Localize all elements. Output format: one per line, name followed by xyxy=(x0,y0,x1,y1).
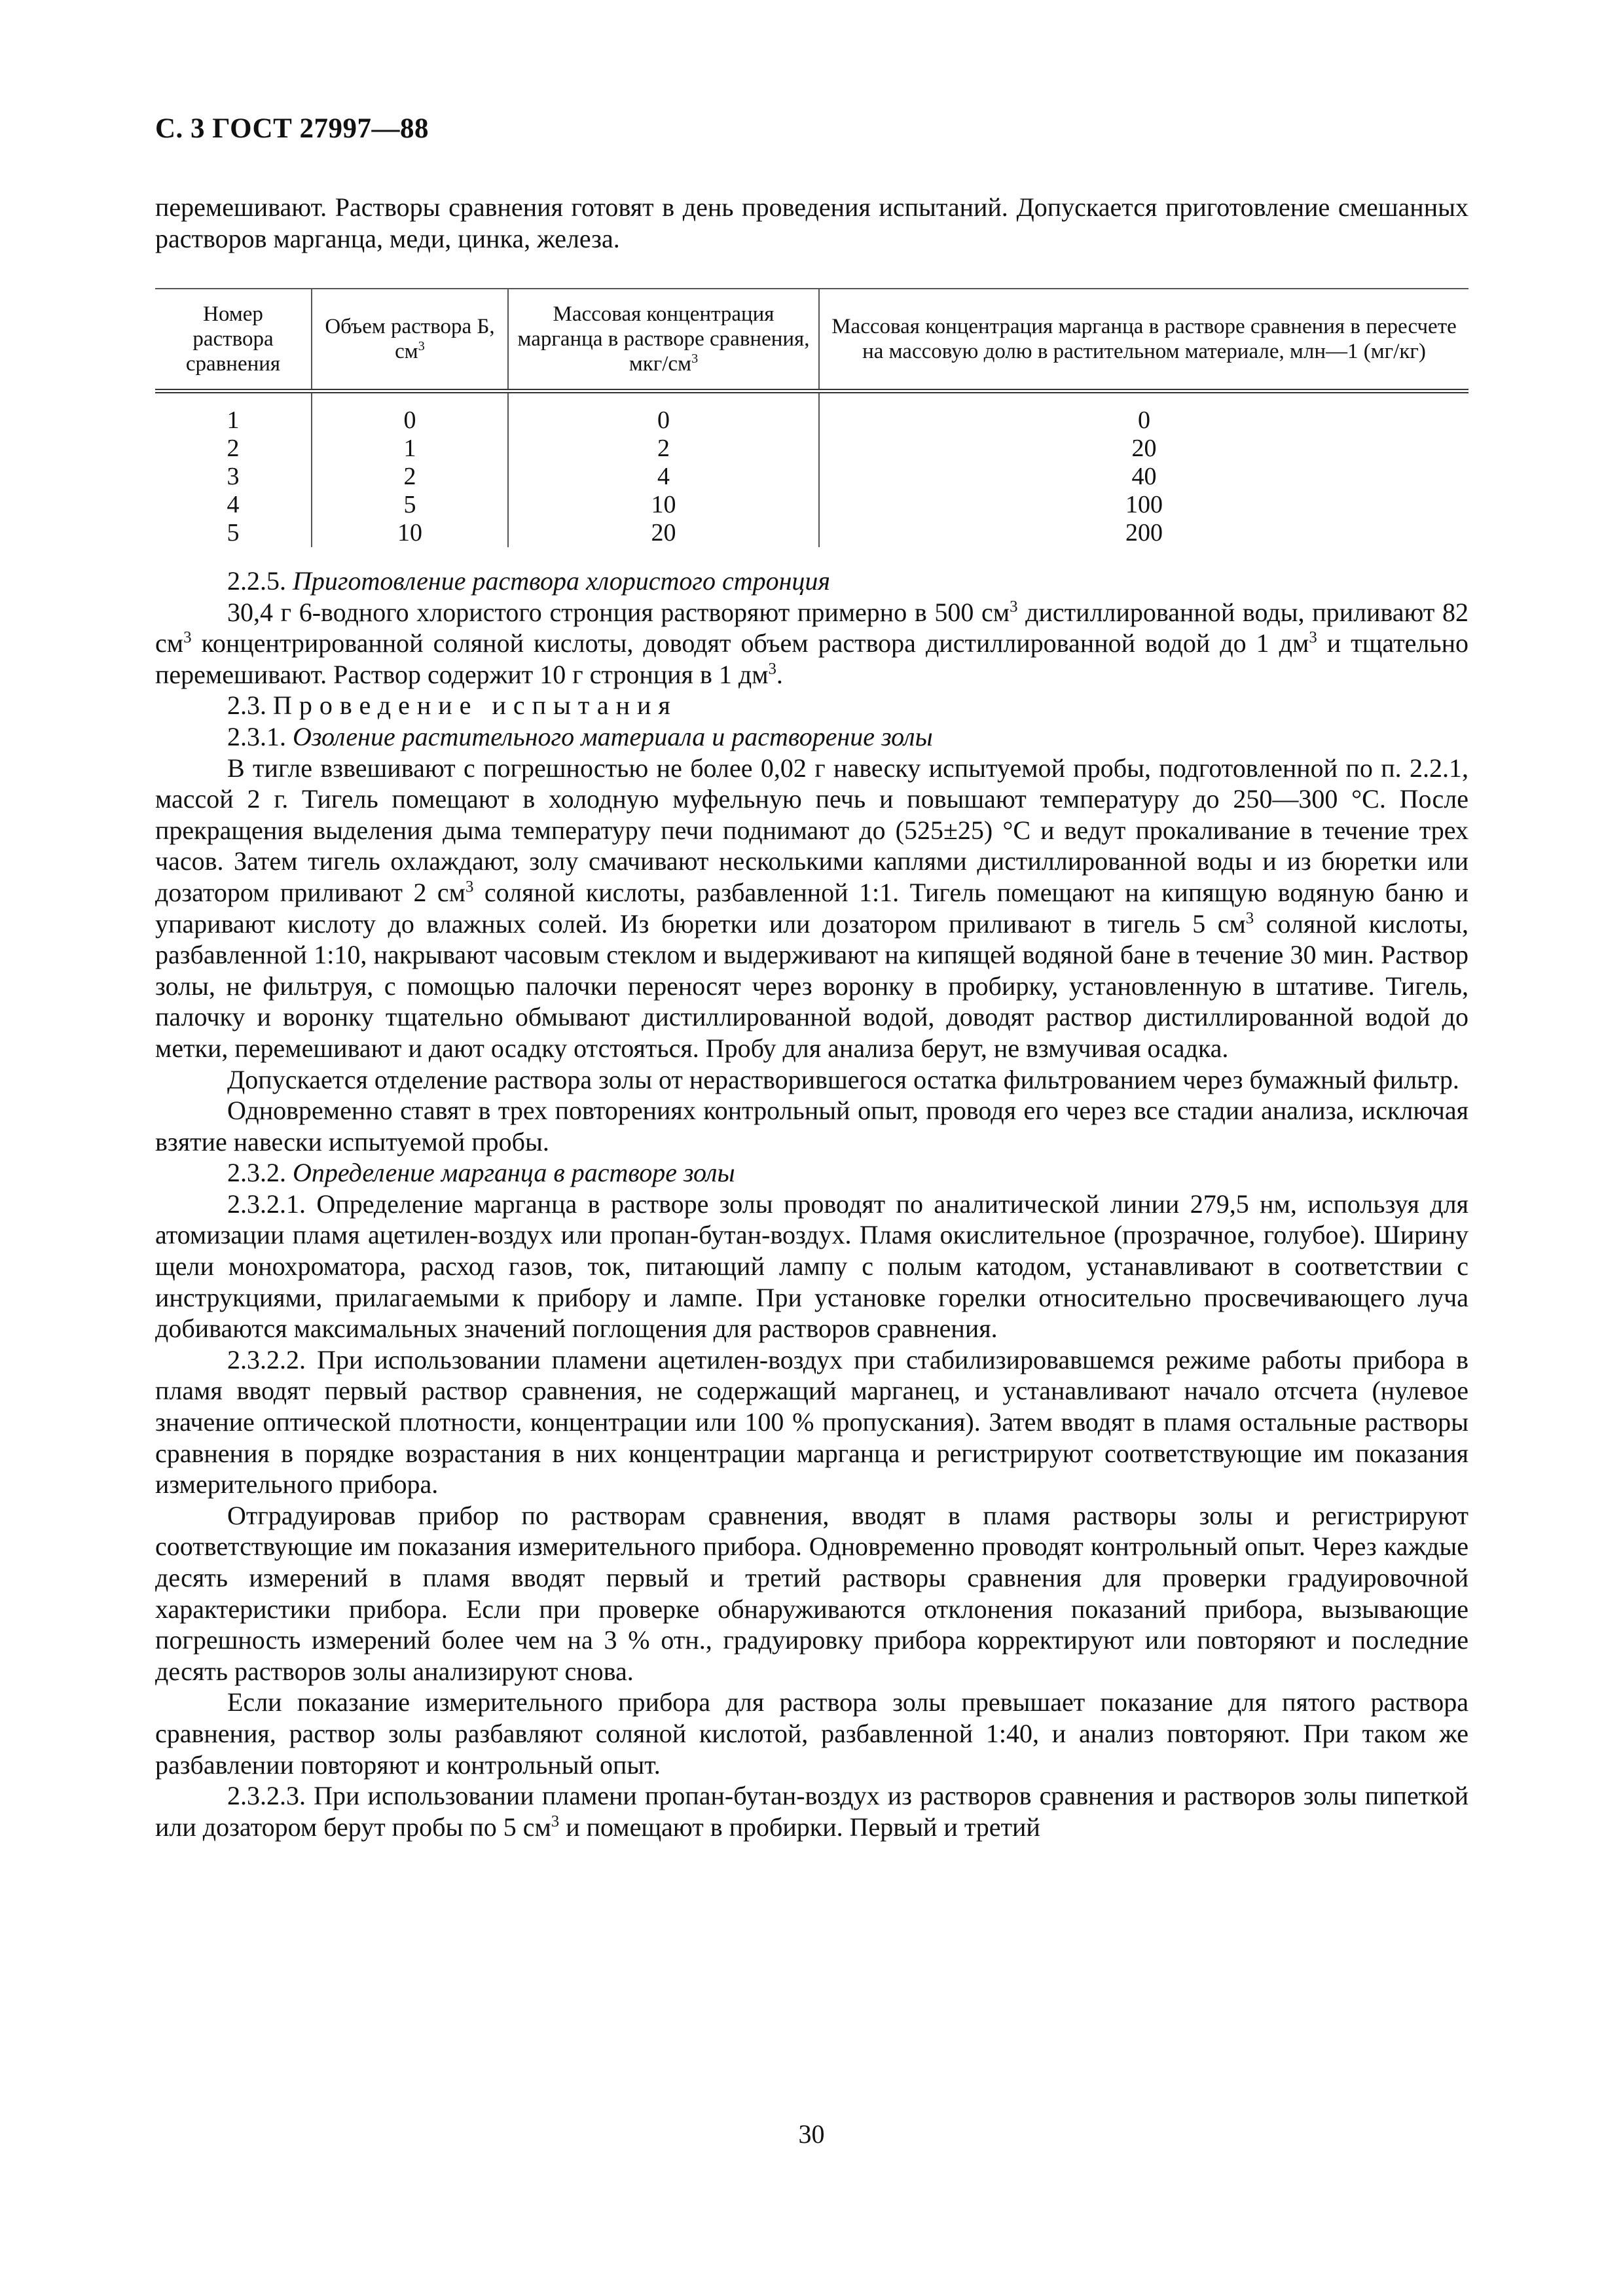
paragraph-2-3-2-2: 2.3.2.2. При использовании пламени ацетилен-воздух при стабилизировавшемся режиме работы прибора в пламя вводят первый раствор сравнения, не содержащий марганец, и устанавливают начало отсчета (нулевое значение оптической плотности, концентрации или 100 % пропускания). Затем вводят в пламя остальные растворы сравнения в порядке возрастания в них концентрации марганца и регистрируют соответствующие им показания измерительного прибора. xyxy=(155,1344,1468,1499)
page-header: С. 3 ГОСТ 27997—88 xyxy=(155,113,429,144)
intro-text: перемешивают. Растворы сравнения готовят в день проведения испытаний. Допускается приготовление смешанных растворов марганца, меди, цинка, железа. xyxy=(155,192,1468,253)
header-cell: Объем раствора Б, $см^3$ xyxy=(312,289,508,391)
paragraph-2-3-2-2-b: Отградуировав прибор по растворам сравнения, вводят в пламя растворы золы и регистрируют соответствующие им показания измерительного прибора. Одновременно проводят контрольный опыт. Через каждые десять измерений в пламя вводят первый и третий растворы сравнения для проверки градуировочной характеристики прибора. Если при проверке обнаруживаются отклонения показаний прибора, вызывающие погрешность измерений более чем на 3 % отн., градуировку прибора корректируют или повторяют и последние десять растворов золы анализируют снова. xyxy=(155,1500,1468,1686)
paragraph-2-2-5: 30,4 г 6-водного хлористого стронция растворяют примерно в 500 $см^3$ дистиллированной воды, приливают 82 $см^3$ концентрированной соляной кислоты, доводят объем раствора дистиллированной водой до 1 $дм^3$ и тщательно перемешивают. Раствор содержит 10 г стронция в 1 $дм^3$. xyxy=(155,597,1468,689)
header-cell: Массовая концентрация марганца в растворе сравнения в пересчете на массовую долю в растительном материале, млн—1 (мг/кг) xyxy=(819,289,1468,391)
paragraph-2-3-2-2-c: Если показание измерительного прибора для раствора золы превышает показание для пятого раствора сравнения, раствор золы разбавляют соляной кислотой, разбавленной 1:40, и анализ повторяют. При таком же разбавлении повторяют и контрольный опыт. xyxy=(155,1687,1468,1780)
page-number: 30 xyxy=(798,2119,825,2149)
section-heading-2-2-5: 2.2.5. Приготовление раствора хлористого стронция xyxy=(227,566,831,596)
section-heading-2-3: 2.3. Проведение испытания xyxy=(227,691,678,721)
table-header-row xyxy=(155,289,1468,391)
table-column-volume: 0 1 2 5 10 xyxy=(312,391,508,548)
paragraph-2-3-1-c: Одновременно ставят в трех повторениях контрольный опыт, проводя его через все стадии анализа, исключая взятие навески испытуемой пробы. xyxy=(155,1096,1468,1157)
header-cell: Номер раствора сравнения xyxy=(155,289,312,391)
data-table xyxy=(155,288,1468,547)
paragraph-2-3-1-b: Допускается отделение раствора золы от нерастворившегося остатка фильтрованием через бумажный фильтр. xyxy=(227,1064,1459,1094)
paragraph-2-3-1-a: В тигле взвешивают с погрешностью не более 0,02 г навеску испытуемой пробы, подготовленной по п. 2.2.1, массой 2 г. Тигель помещают в холодную муфельную печь и повышают температуру до 250—300 °С. После прекращения выделения дыма температуру печи поднимают до (525±25) °С и ведут прокаливание в течение трех часов. Затем тигель охлаждают, золу смачивают несколькими каплями дистиллированной воды и из бюретки или дозатором приливают 2 $см^3$ соляной кислоты, разбавленной 1:1. Тигель помещают на кипящую водяную баню и упаривают кислоту до влажных солей. Из бюретки или дозатором приливают в тигель 5 $см^3$ соляной кислоты, разбавленной 1:10, накрывают часовым стеклом и выдерживают на кипящей водяной бане в течение 30 мин. Раствор золы, не фильтруя, с помощью палочки переносят через воронку в пробирку, установленную в штативе. Тигель, палочку и воронку тщательно обмывают дистиллированной водой, доводят раствор дистиллированной водой до метки, перемешивают и дают осадку отстояться. Пробу для анализа берут, не взмучивая осадка. xyxy=(155,753,1469,1063)
table-column-mass-fraction: 0 20 40 100 200 xyxy=(819,391,1468,548)
body-text xyxy=(155,565,1468,1842)
header-cell: Массовая концентрация марганца в растворе сравнения, мкг/$см^3$ xyxy=(508,289,819,391)
table-column-concentration: 0 2 4 10 20 xyxy=(508,391,819,548)
intro-paragraph xyxy=(155,192,1468,254)
section-heading-2-3-2: 2.3.2. Определение марганца в растворе золы xyxy=(227,1158,735,1188)
reference-solutions-table xyxy=(155,288,1468,547)
table-column-number: 1 2 3 4 5 xyxy=(227,406,240,547)
section-heading-2-3-1: 2.3.1. Озоление растительного материала и растворение золы xyxy=(227,721,933,751)
paragraph-2-3-2-1: 2.3.2.1. Определение марганца в растворе золы проводят по аналитической линии 279,5 нм, используя для атомизации пламя ацетилен-воздух или пропан-бутан-воздух. Пламя окислительное (прозрачное, голубое). Ширину щели монохроматора, расход газов, ток, питающий лампу с полым катодом, устанавливают в соответствии с инструкциями, прилагаемыми к прибору и лампе. При установке горелки относительно просвечивающего луча добиваются максимальных значений поглощения для растворов сравнения. xyxy=(155,1189,1468,1344)
paragraph-2-3-2-3: 2.3.2.3. При использовании пламени пропан-бутан-воздух из растворов сравнения и растворов золы пипеткой или дозатором берут пробы по 5 $см^3$ и помещают в пробирки. Первый и третий xyxy=(155,1781,1468,1842)
table-row xyxy=(155,391,1468,548)
